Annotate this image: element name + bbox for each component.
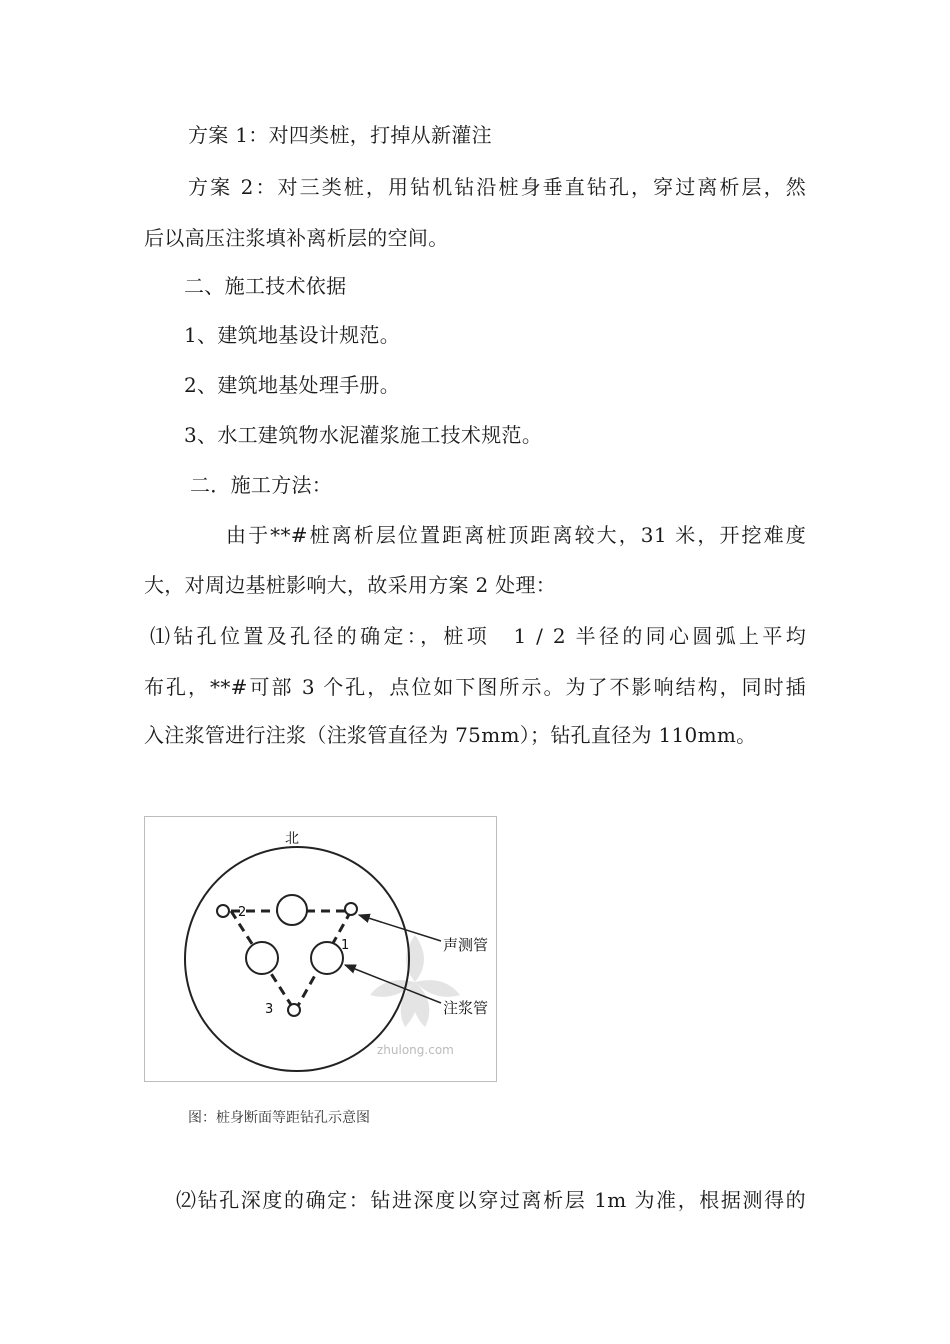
sonic-pipe-label: 声测管 [443, 936, 489, 954]
pile-section-diagram [145, 817, 498, 1083]
sonic-pipe-arrow [359, 915, 441, 941]
pile-section-figure [144, 816, 497, 1082]
scheme-2-line-2: 后以高压注浆填补离析层的空间。 [144, 226, 449, 250]
basis-item-2: 2、建筑地基处理手册。 [184, 373, 401, 397]
grout-pipe-label: 注浆管 [443, 999, 489, 1017]
drill-position-line-1: ⑴钻孔位置及孔径的确定：，桩项 1 / 2 半径的同心圆弧上平均 [150, 624, 806, 648]
drill-position-line-2: 布孔，**#可部 3 个孔，点位如下图所示。为了不影响结构，同时插 [144, 675, 806, 699]
section-heading-method: 二．施工方法： [190, 473, 333, 497]
hole-2 [217, 905, 229, 917]
scheme-2-line-1: 方案 2：对三类桩，用钻机钻沿桩身垂直钻孔，穿过离析层，然 [188, 175, 806, 199]
pile-outline [185, 847, 409, 1071]
drill-depth-line-1: ⑵钻孔深度的确定：钻进深度以穿过离析层 1m 为准，根据测得的 [176, 1188, 806, 1212]
grout-pipe-left [246, 942, 278, 974]
north-label: 北 [285, 831, 299, 847]
hole-label-1: 1 [341, 938, 350, 953]
hole-1 [345, 903, 357, 915]
hole-label-2: 2 [238, 905, 247, 920]
hole-3 [288, 1004, 300, 1016]
drill-position-line-3: 入注浆管进行注浆（注浆管直径为 75mm）；钻孔直径为 110mm。 [144, 723, 757, 747]
method-para-line-1: 由于**#桩离析层位置距离桩顶距离较大，31 米，开挖难度 [226, 523, 806, 547]
section-heading-basis: 二、施工技术依据 [184, 274, 347, 298]
grout-pipe-right [311, 942, 343, 974]
watermark-text: zhulong.com [377, 1043, 454, 1057]
scheme-1-text: 方案 1：对四类桩，打掉从新灌注 [188, 123, 492, 147]
figure-caption: 图：桩身断面等距钻孔示意图 [188, 1110, 370, 1126]
basis-item-3: 3、水工建筑物水泥灌浆施工技术规范。 [184, 423, 543, 447]
grout-pipe-center [277, 895, 307, 925]
method-para-line-2: 大，对周边基桩影响大，故采用方案 2 处理： [144, 573, 557, 597]
hole-label-3: 3 [265, 1002, 274, 1017]
basis-item-1: 1、建筑地基设计规范。 [184, 323, 401, 347]
